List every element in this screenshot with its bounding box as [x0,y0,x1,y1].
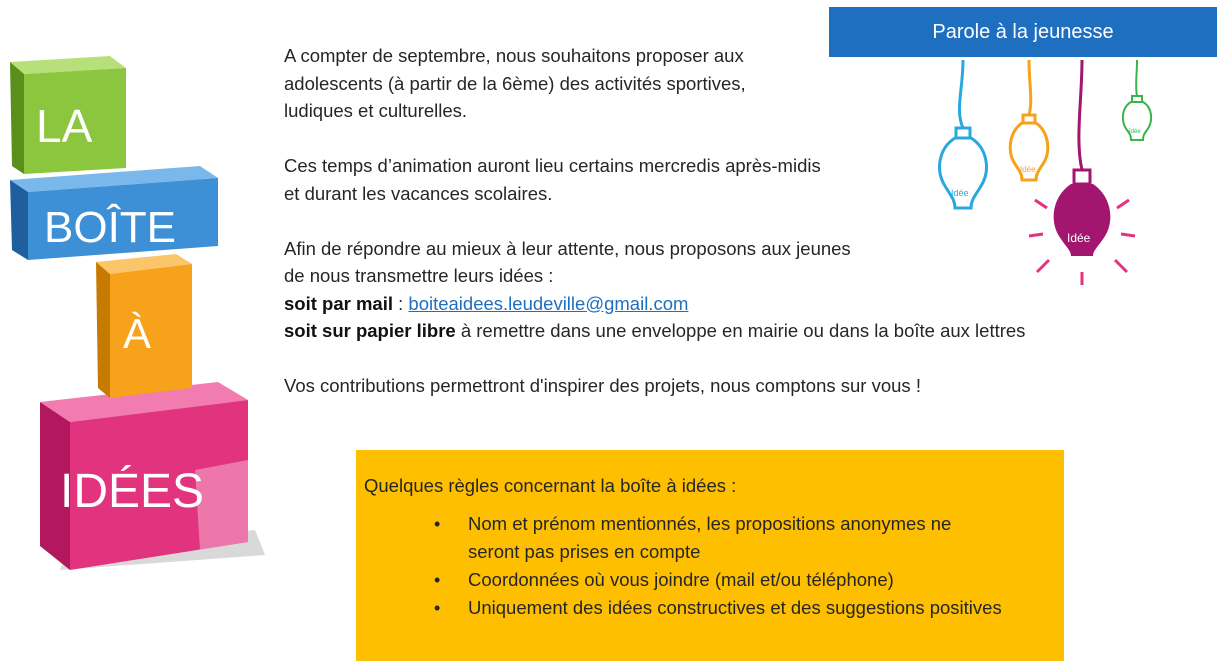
paper-line [284,317,1124,345]
mail-label: soit par mail [284,292,393,314]
rules-list [364,510,1064,622]
svg-text:Idée: Idée [951,188,969,198]
box-a [96,254,192,398]
intro-text [284,42,1124,400]
idea-box-illustration [0,50,280,580]
box-label-boite: BOÎTE [44,203,177,252]
intro-line: A compter de septembre, nous souhaitons proposer aux [284,45,744,66]
intro-line: Afin de répondre au mieux à leur attente, nous proposons aux jeunes [284,237,851,259]
intro-line: et durant les vacances scolaires. [284,182,553,204]
intro-line: Ces temps d’animation auront lieu certains mercredis après-midis [284,155,821,176]
list-item: • Nom et prénom mentionnés, les propositions anonymes ne [468,510,1064,538]
bullet-icon: • [434,514,441,534]
intro-line: ludiques et culturelles. [284,100,468,121]
banner-title: Parole à la jeunesse [932,20,1114,43]
svg-text:Idée: Idée [1129,129,1141,135]
rules-box [356,450,1064,661]
svg-text:Idée: Idée [1020,165,1036,174]
rules-heading: Quelques règles concernant la boîte à idées : [364,475,737,496]
paper-label: soit sur papier libre [284,320,456,341]
intro-line: adolescents (à partir de la 6ème) des activités sportives, [284,72,746,94]
paper-text: à remettre dans une enveloppe en mairie ou dans la boîte aux lettres [455,320,1026,341]
box-idees [40,382,248,570]
box-label-la: LA [36,100,93,152]
box-label-a: À [123,310,152,357]
svg-text:Idée: Idée [1067,231,1091,245]
list-item: • Coordonnées où vous joindre (mail et/ou téléphone) [468,566,1064,594]
bullet-icon: • [434,570,441,590]
list-item: • Uniquement des idées constructives et des suggestions positives [468,594,1064,622]
bulb-green-icon [1123,60,1151,140]
list-item-continued: seront pas prises en compte [468,541,701,562]
box-label-idees: IDÉES [60,465,205,518]
intro-line: de nous transmettre leurs idées : [284,265,554,286]
email-link[interactable]: boiteaidees.leudeville@gmail.com [408,292,689,314]
mail-line [284,290,1124,318]
closing-line: Vos contributions permettront d'inspirer des projets, nous comptons sur vous ! [284,375,921,396]
mail-separator: : [392,292,409,314]
box-la [10,56,126,174]
box-boite [10,166,218,260]
bullet-icon: • [434,598,441,618]
